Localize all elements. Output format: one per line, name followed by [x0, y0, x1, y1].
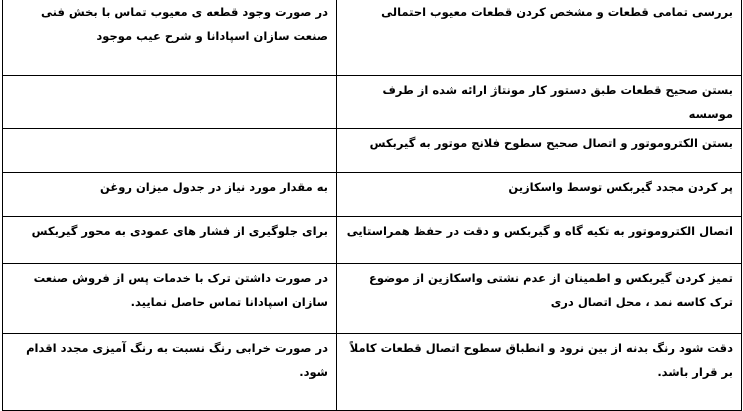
step-cell: بستن الکتروموتور و اتصال صحیح سطوح فلانج موتور به گیربکس — [337, 129, 742, 173]
note-cell — [3, 129, 337, 173]
table-row — [3, 129, 742, 173]
step-cell: اتصال الکتروموتور به تکیه گاه و گیربکس و دقت در حفظ همراستایی — [337, 217, 742, 264]
step-cell: دقت شود رنگ بدنه از بین نرود و انطباق سطوح اتصال قطعات کاملاً بر قرار باشد. — [337, 334, 742, 411]
step-cell: پر کردن مجدد گیربکس توسط واسکازین — [337, 173, 742, 217]
note-cell — [3, 76, 337, 129]
table-row — [3, 0, 742, 76]
table-row — [3, 334, 742, 411]
step-cell: بررسی تمامی قطعات و مشخص کردن قطعات معیوب احتمالی — [337, 0, 742, 76]
table-row — [3, 264, 742, 334]
note-cell: در صورت داشتن ترک با خدمات پس از فروش صنعت سازان اسپادانا تماس حاصل نمایید. — [3, 264, 337, 334]
procedure-table — [2, 0, 742, 411]
table-row — [3, 173, 742, 217]
table-row — [3, 217, 742, 264]
note-cell: به مقدار مورد نیاز در جدول میزان روغن — [3, 173, 337, 217]
note-cell: در صورت وجود قطعه ی معیوب تماس با بخش فنی صنعت سازان اسپادانا و شرح عیب موجود — [3, 0, 337, 76]
step-cell: تمیز کردن گیربکس و اطمینان از عدم نشتی واسکازین از موضوع ترک کاسه نمد ، محل اتصال دری — [337, 264, 742, 334]
note-cell: در صورت خرابی رنگ نسبت به رنگ آمیزی مجدد اقدام شود. — [3, 334, 337, 411]
table-row — [3, 76, 742, 129]
note-cell: برای جلوگیری از فشار های عمودی به محور گیربکس — [3, 217, 337, 264]
step-cell: بستن صحیح قطعات طبق دستور کار مونتاژ ارائه شده از طرف موسسه — [337, 76, 742, 129]
